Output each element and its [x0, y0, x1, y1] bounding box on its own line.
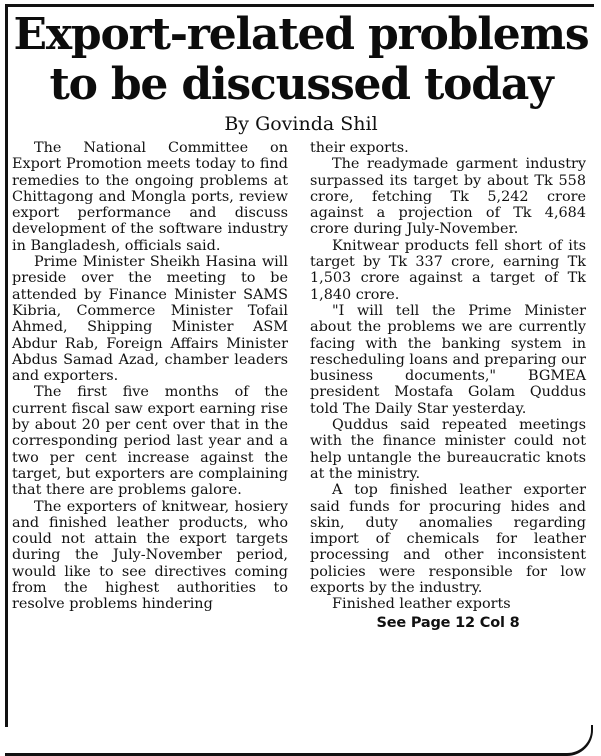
paragraph: "I will tell the Prime Minister about the problems we are currently facing with the banking system in rescheduling loans and preparing our business documents," BGMEA president Mostafa Golam Quddus told The Daily Star yesterday. [310, 302, 586, 417]
clipping-border-top [6, 4, 594, 7]
right-column [310, 140, 586, 631]
paragraph: The first five months of the current fiscal saw export earning rise by about 20 per cent over that in the corresponding period last year and a two per cent increase against the target, but exporters are complaining that there are problems galore. [12, 384, 288, 499]
jump-line: See Page 12 Col 8 [376, 614, 520, 631]
headline-line-2: to be discussed today [49, 59, 553, 110]
left-column [12, 140, 288, 613]
paragraph: Quddus said repeated meetings with the finance minister could not help untangle the bureaucratic knots at the ministry. [310, 417, 586, 482]
paragraph: The readymade garment industry surpassed its target by about Tk 558 crore, fetching Tk 5,242 crore against a projection of Tk 4,684 crore during July-November. [310, 156, 586, 238]
paragraph-continuation: their exports. [310, 140, 409, 156]
byline: By Govinda Shil [224, 113, 378, 135]
headline [8, 10, 594, 110]
paragraph: Prime Minister Sheikh Hasina will preside over the meeting to be attended by Finance Minister SAMS Kibria, Commerce Minister Tofail Ahmed, Shipping Minister ASM Abdur Rab, Foreign Affairs Minister Abdus Samad Azad, chamber leaders and exporters. [12, 254, 288, 385]
paragraph: The exporters of knitwear, hosiery and finished leather products, who could not attain the export targets during the July-November period, would like to see directives coming from the highest authorities to resolve problems hindering [12, 498, 288, 613]
headline-line-1: Export-related problems [13, 9, 589, 60]
clipping-border-bottom [5, 725, 593, 756]
paragraph: A top finished leather exporter said funds for procuring hides and skin, duty anomalies regarding import of chemicals for leather processing and other inconsistent policies were responsible for low exports by the industry. [310, 482, 586, 597]
paragraph: The National Committee on Export Promotion meets today to find remedies to the ongoing problems at Chittagong and Mongla ports, review export performance and discuss development of the software industry in Bangladesh, officials said. [12, 140, 288, 254]
paragraph: Knitwear products fell short of its target by Tk 337 crore, earning Tk 1,503 crore against a target of Tk 1,840 crore. [310, 237, 586, 303]
paragraph: Finished leather exports [332, 596, 511, 613]
